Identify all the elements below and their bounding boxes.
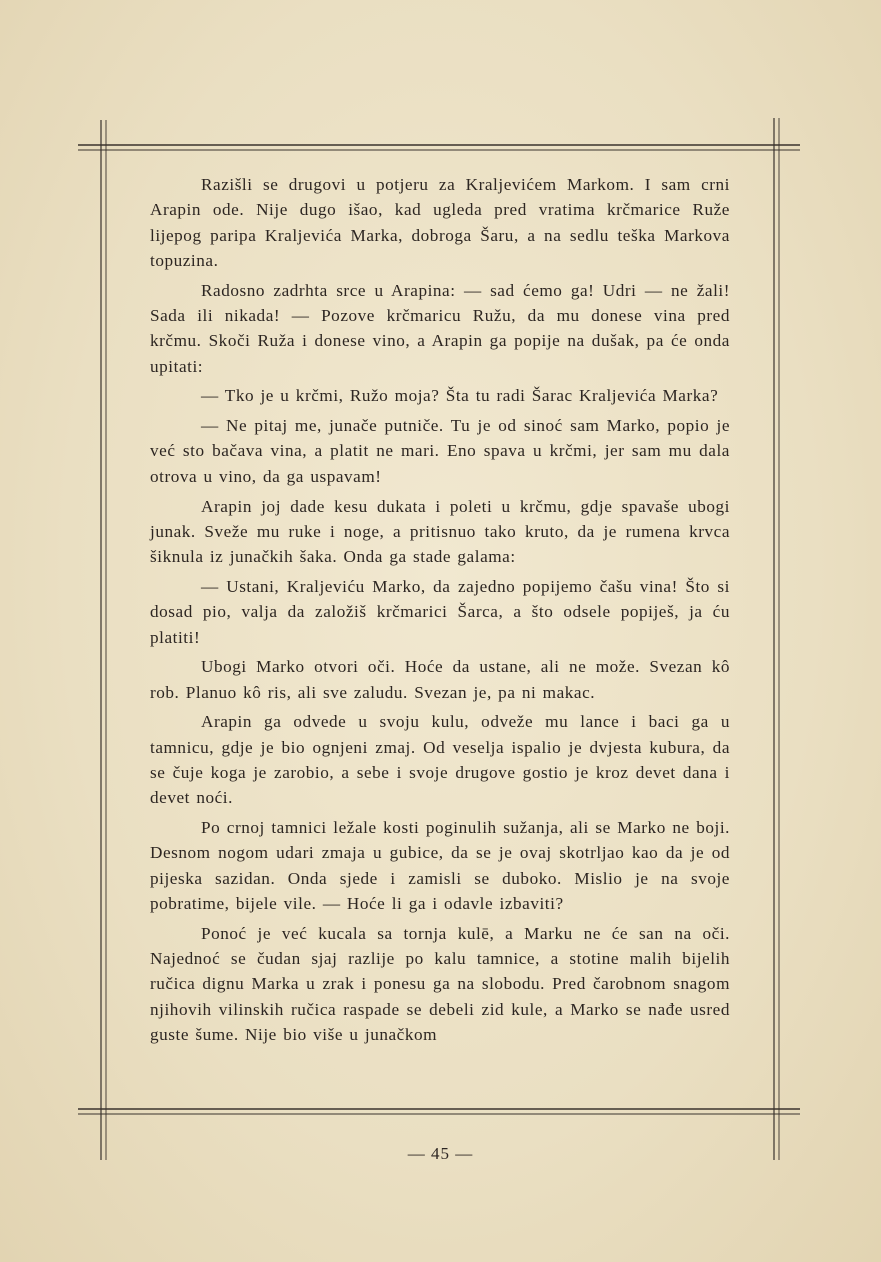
paragraph: Po crnoj tamnici ležale kosti poginulih sužanja, ali se Marko ne boji. Desnom nogom udari zmaja u gubice, da se je ovaj skotrljao kao da je od pijeska sazidan. Onda sjede i zamisli se duboko. Mislio je na svoje pobratime, bijele vile. — Hoće li ga i odavle izbaviti? <box>150 818 730 914</box>
paragraph: Arapin joj dade kesu dukata i poleti u krčmu, gdje spavaše ubogi junak. Sveže mu ruke i noge, a pritisnuo tako kruto, da je rumena krvca šiknula iz junačkih šaka. Onda ga stade galama: <box>150 496 730 567</box>
page-number: — 45 — <box>407 1144 474 1163</box>
paragraph: — Ustani, Kraljeviću Marko, da zajedno popijemo čašu vina! Što si dosad pio, valja da založiš krčmarici Šarca, a što odsele popiješ, ja ću platiti! <box>150 576 730 647</box>
paragraph: Arapin ga odvede u svoju kulu, odveže mu lance i baci ga u tamnicu, gdje je bio ognjeni zmaj. Od veselja ispalio je dvjesta kubura, da se čuje koga je zarobio, a sebe i svoje drugove gostio je kroz devet dana i devet noći. <box>150 712 730 808</box>
body-text <box>150 172 730 1052</box>
paragraph: — Ne pitaj me, junače putniče. Tu je od sinoć sam Marko, popio je već sto bačava vina, a platit ne mari. Eno spava u krčmi, jer sam mu dala otrova u vino, da ga uspavam! <box>150 416 730 486</box>
paragraph: Radosno zadrhta srce u Arapina: — sad ćemo ga! Udri — ne žali! Sada ili nikada! — Pozove krčmaricu Ružu, da mu donese vina pred krčmu. Skoči Ruža i donese vino, a Arapin ga popije na dušak, pa će onda upitati: <box>150 280 730 376</box>
paragraph: Ubogi Marko otvori oči. Hoće da ustane, ali ne može. Svezan kô rob. Planuo kô ris, ali sve zaludu. Svezan je, pa ni makac. <box>150 657 730 702</box>
paragraph: Ponoć je već kucala sa tornja kulē, a Marku ne će san na oči. Najednoć se čudan sjaj razlije po kalu tamnice, a stotine malih bijelih ručica dignu Marka u zrak i ponesu ga na slobodu. Pred čarobnom snagom njihovih vilinskih ručica raspade se debeli zid kule, a Marko se nađe usred guste šume. Nije bio više u junačkom <box>150 923 730 1044</box>
paragraph: Razišli se drugovi u potjeru za Kraljevićem Markom. I sam crni Arapin ode. Nije dugo išao, kad ugleda pred vratima krčmarice Ruže lijepog paripa Kraljevića Marka, dobroga Šaru, a na sedlu teška Markova topuzina. <box>150 175 730 270</box>
paragraph: — Tko je u krčmi, Ružo moja? Šta tu radi Šarac Kraljevića Marka? <box>201 386 719 406</box>
